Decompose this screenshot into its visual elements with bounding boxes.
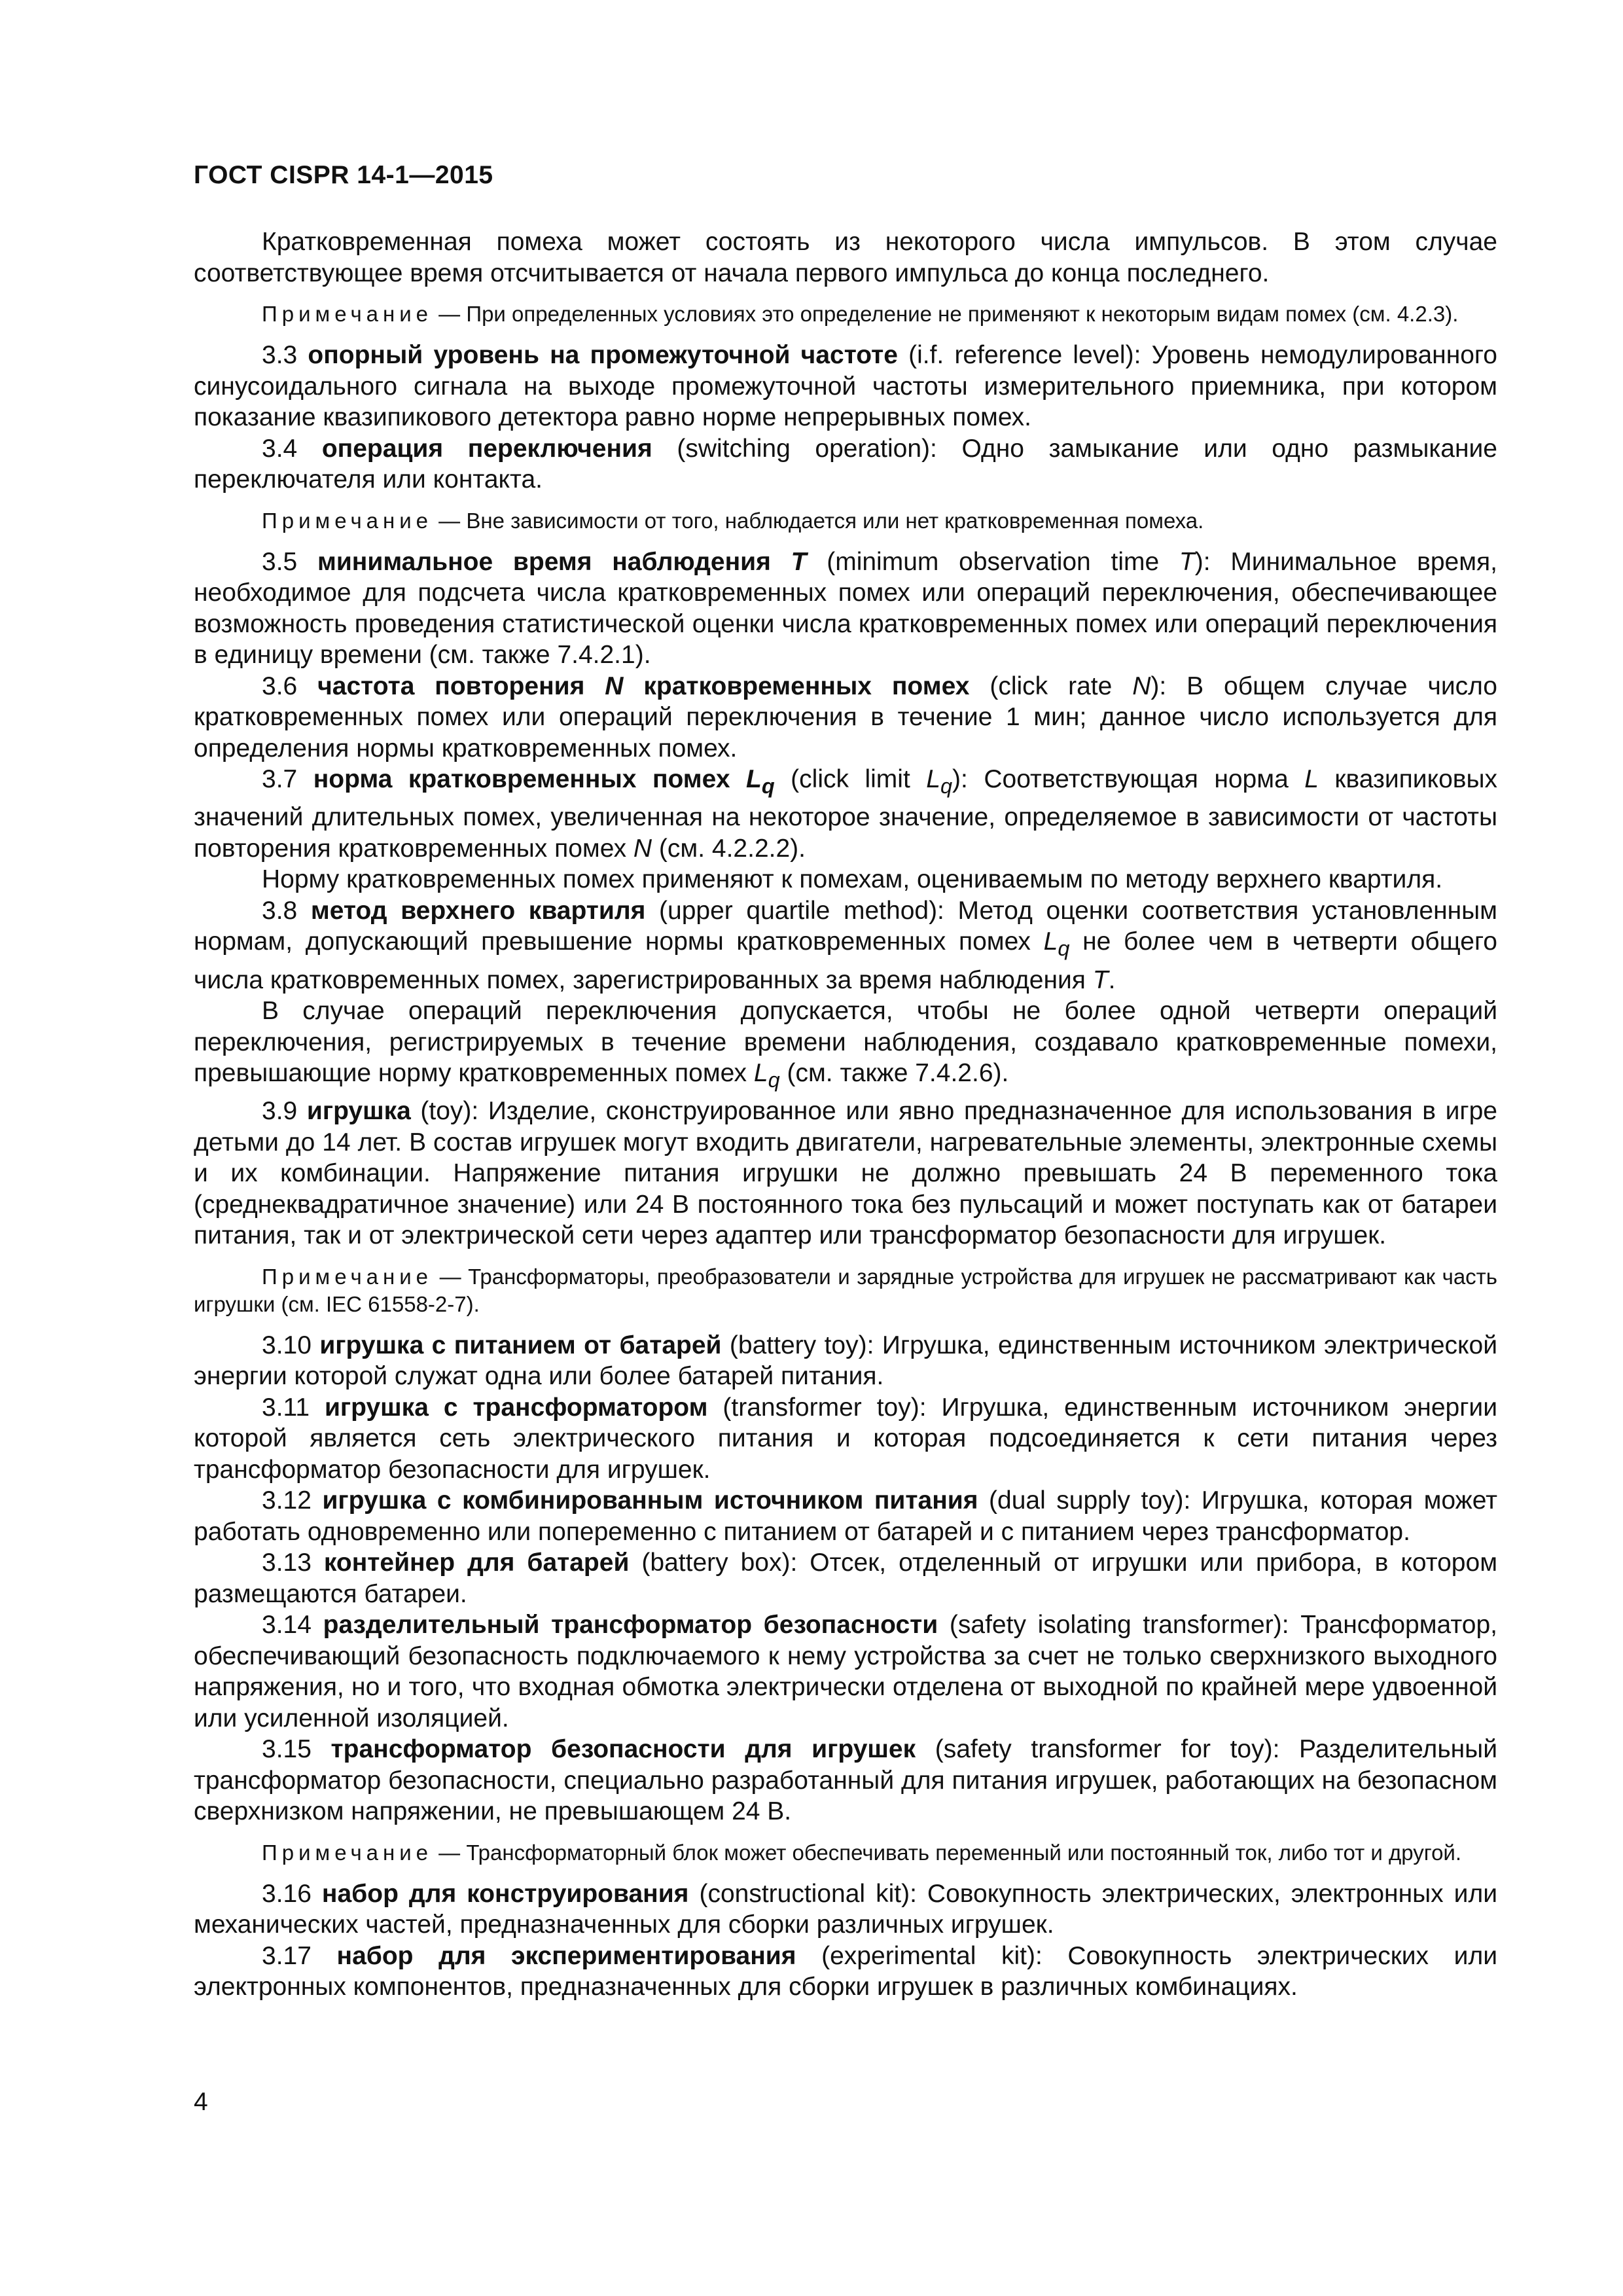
- definition-3-5: 3.5 минимальное время наблюдения T (minimum observation time T): Минимальное время, необходимое для подсчета числа кратковременных помех или операций переключения, обеспечивающее возможность проведения статистической оценки числа кратковременных помех или операций переключения в единицу времени (см. также 7.4.2.1).: [194, 547, 1498, 669]
- definition-3-15: 3.15 трансформатор безопасности для игрушек (safety transformer for toy): Разделительный трансформатор безопасности, специально разработанный для питания игрушек, работающих на безопасном сверхнизком напряжении, не превышающем 24 В.: [194, 1735, 1497, 1826]
- definition-3-9: 3.9 игрушка (toy): Изделие, сконструированное или явно предназначенное для использования в игре детьми до 14 лет. В состав игрушек могут входить двигатели, нагревательные элементы, электронные схемы и их комбинации. Напряжение питания игрушки не должно превышать 24 В переменного тока (среднеквадратичное значение) или 24 В постоянного тока без пульсаций и может поступать как от батареи питания, так и от электрической сети через адаптер или трансформатор безопасности для игрушек.: [194, 1097, 1497, 1250]
- definition-3-13: 3.13 контейнер для батарей (battery box): Отсек, отделенный от игрушки или прибора, в котором размещаются батареи.: [194, 1549, 1498, 1608]
- definition-3-6: 3.6 частота повторения N кратковременных помех (click rate N): В общем случае число кратковременных помех или операций переключения в течение 1 мин; данное число используется для определения нормы кратковременных помех.: [194, 672, 1497, 762]
- definition-3-11: 3.11 игрушка с трансформатором (transformer toy): Игрушка, единственным источником энергии которой является сеть электрического питания и которая подсоединяется к сети питания через трансформатор безопасности для игрушек.: [194, 1393, 1497, 1484]
- definition-3-7: 3.7 норма кратковременных помех $L_q$ (click limit $L_q$): Соответствующая норма L квазипиковых значений длительных помех, увеличенная на некоторое значение, определяемое в зависимости от частоты повторения кратковременных помех N (см. 4.2.2.2).: [194, 765, 1498, 863]
- definition-3-14: 3.14 разделительный трансформатор безопасности (safety isolating transformer): Трансформатор, обеспечивающий безопасность подключаемого к нему устройства за счет не только сверхнизкого выходного напряжения, но и того, что входная обмотка электрически отделена от выходной по крайней мере удвоенной или усиленной изоляцией.: [194, 1611, 1497, 1732]
- document-body: [194, 226, 1497, 2003]
- page-number: 4: [194, 2088, 208, 2116]
- note-2: Примечание — Вне зависимости от того, наблюдается или нет кратковременная помеха.: [262, 508, 1204, 533]
- definition-3-3: 3.3 опорный уровень на промежуточной частоте (i.f. reference level): Уровень немодулированного синусоидального сигнала на выходе промежуточной частоты измерительного приемника, при котором показание квазипикового детектора равно норме непрерывных помех.: [194, 341, 1497, 431]
- document-header: ГОСТ CISPR 14-1—2015: [194, 161, 493, 189]
- note-4: Примечание — Трансформаторный блок может обеспечивать переменный или постоянный ток, либо тот и другой.: [262, 1840, 1462, 1865]
- definition-3-4: 3.4 операция переключения (switching operation): Одно замыкание или одно размыкание переключателя или контакта.: [194, 434, 1497, 493]
- note-1: Примечание — При определенных условиях это определение не применяют к некоторым видам помех (см. 4.2.3).: [262, 302, 1459, 326]
- definition-3-12: 3.12 игрушка с комбинированным источником питания (dual supply toy): Игрушка, которая может работать одновременно или попеременно с питанием от батарей и с питанием через трансформатор.: [194, 1486, 1498, 1546]
- note-3: Примечание — Трансформаторы, преобразователи и зарядные устройства для игрушек не рассматривают как часть игрушки (см. IEC 61558-2-7).: [194, 1264, 1497, 1316]
- definition-3-10: 3.10 игрушка с питанием от батарей (battery toy): Игрушка, единственным источником электрической энергии которой служат одна или более батарей питания.: [194, 1331, 1497, 1391]
- definition-3-8: 3.8 метод верхнего квартиля (upper quartile method): Метод оценки соответствия установленным нормам, допускающий превышение нормы кратковременных помех $L_q$ не более чем в четверти общего числа кратковременных помех, зарегистрированных за время наблюдения T.: [194, 896, 1497, 994]
- paragraph-intro: Кратковременная помеха может состоять из некоторого числа импульсов. В этом случае соответствующее время отсчитывается от начала первого импульса до конца последнего.: [194, 228, 1497, 287]
- definition-3-17: 3.17 набор для экспериментирования (experimental kit): Совокупность электрических или электронных компонентов, предназначенных для сборки игрушек в различных комбинациях.: [194, 1941, 1497, 2001]
- definition-3-16: 3.16 набор для конструирования (constructional kit): Совокупность электрических, электронных или механических частей, предназначенных для сборки различных игрушек.: [194, 1879, 1497, 1939]
- paragraph-switching: В случае операций переключения допускается, чтобы не более одной четверти операций переключения, регистрируемых в течение времени наблюдения, создавало кратковременные помехи, превышающие норму кратковременных помех $L_q$ (см. также 7.4.2.6).: [194, 997, 1497, 1092]
- paragraph-click-limit: Норму кратковременных помех применяют к помехам, оцениваемым по методу верхнего квартиля.: [262, 865, 1443, 894]
